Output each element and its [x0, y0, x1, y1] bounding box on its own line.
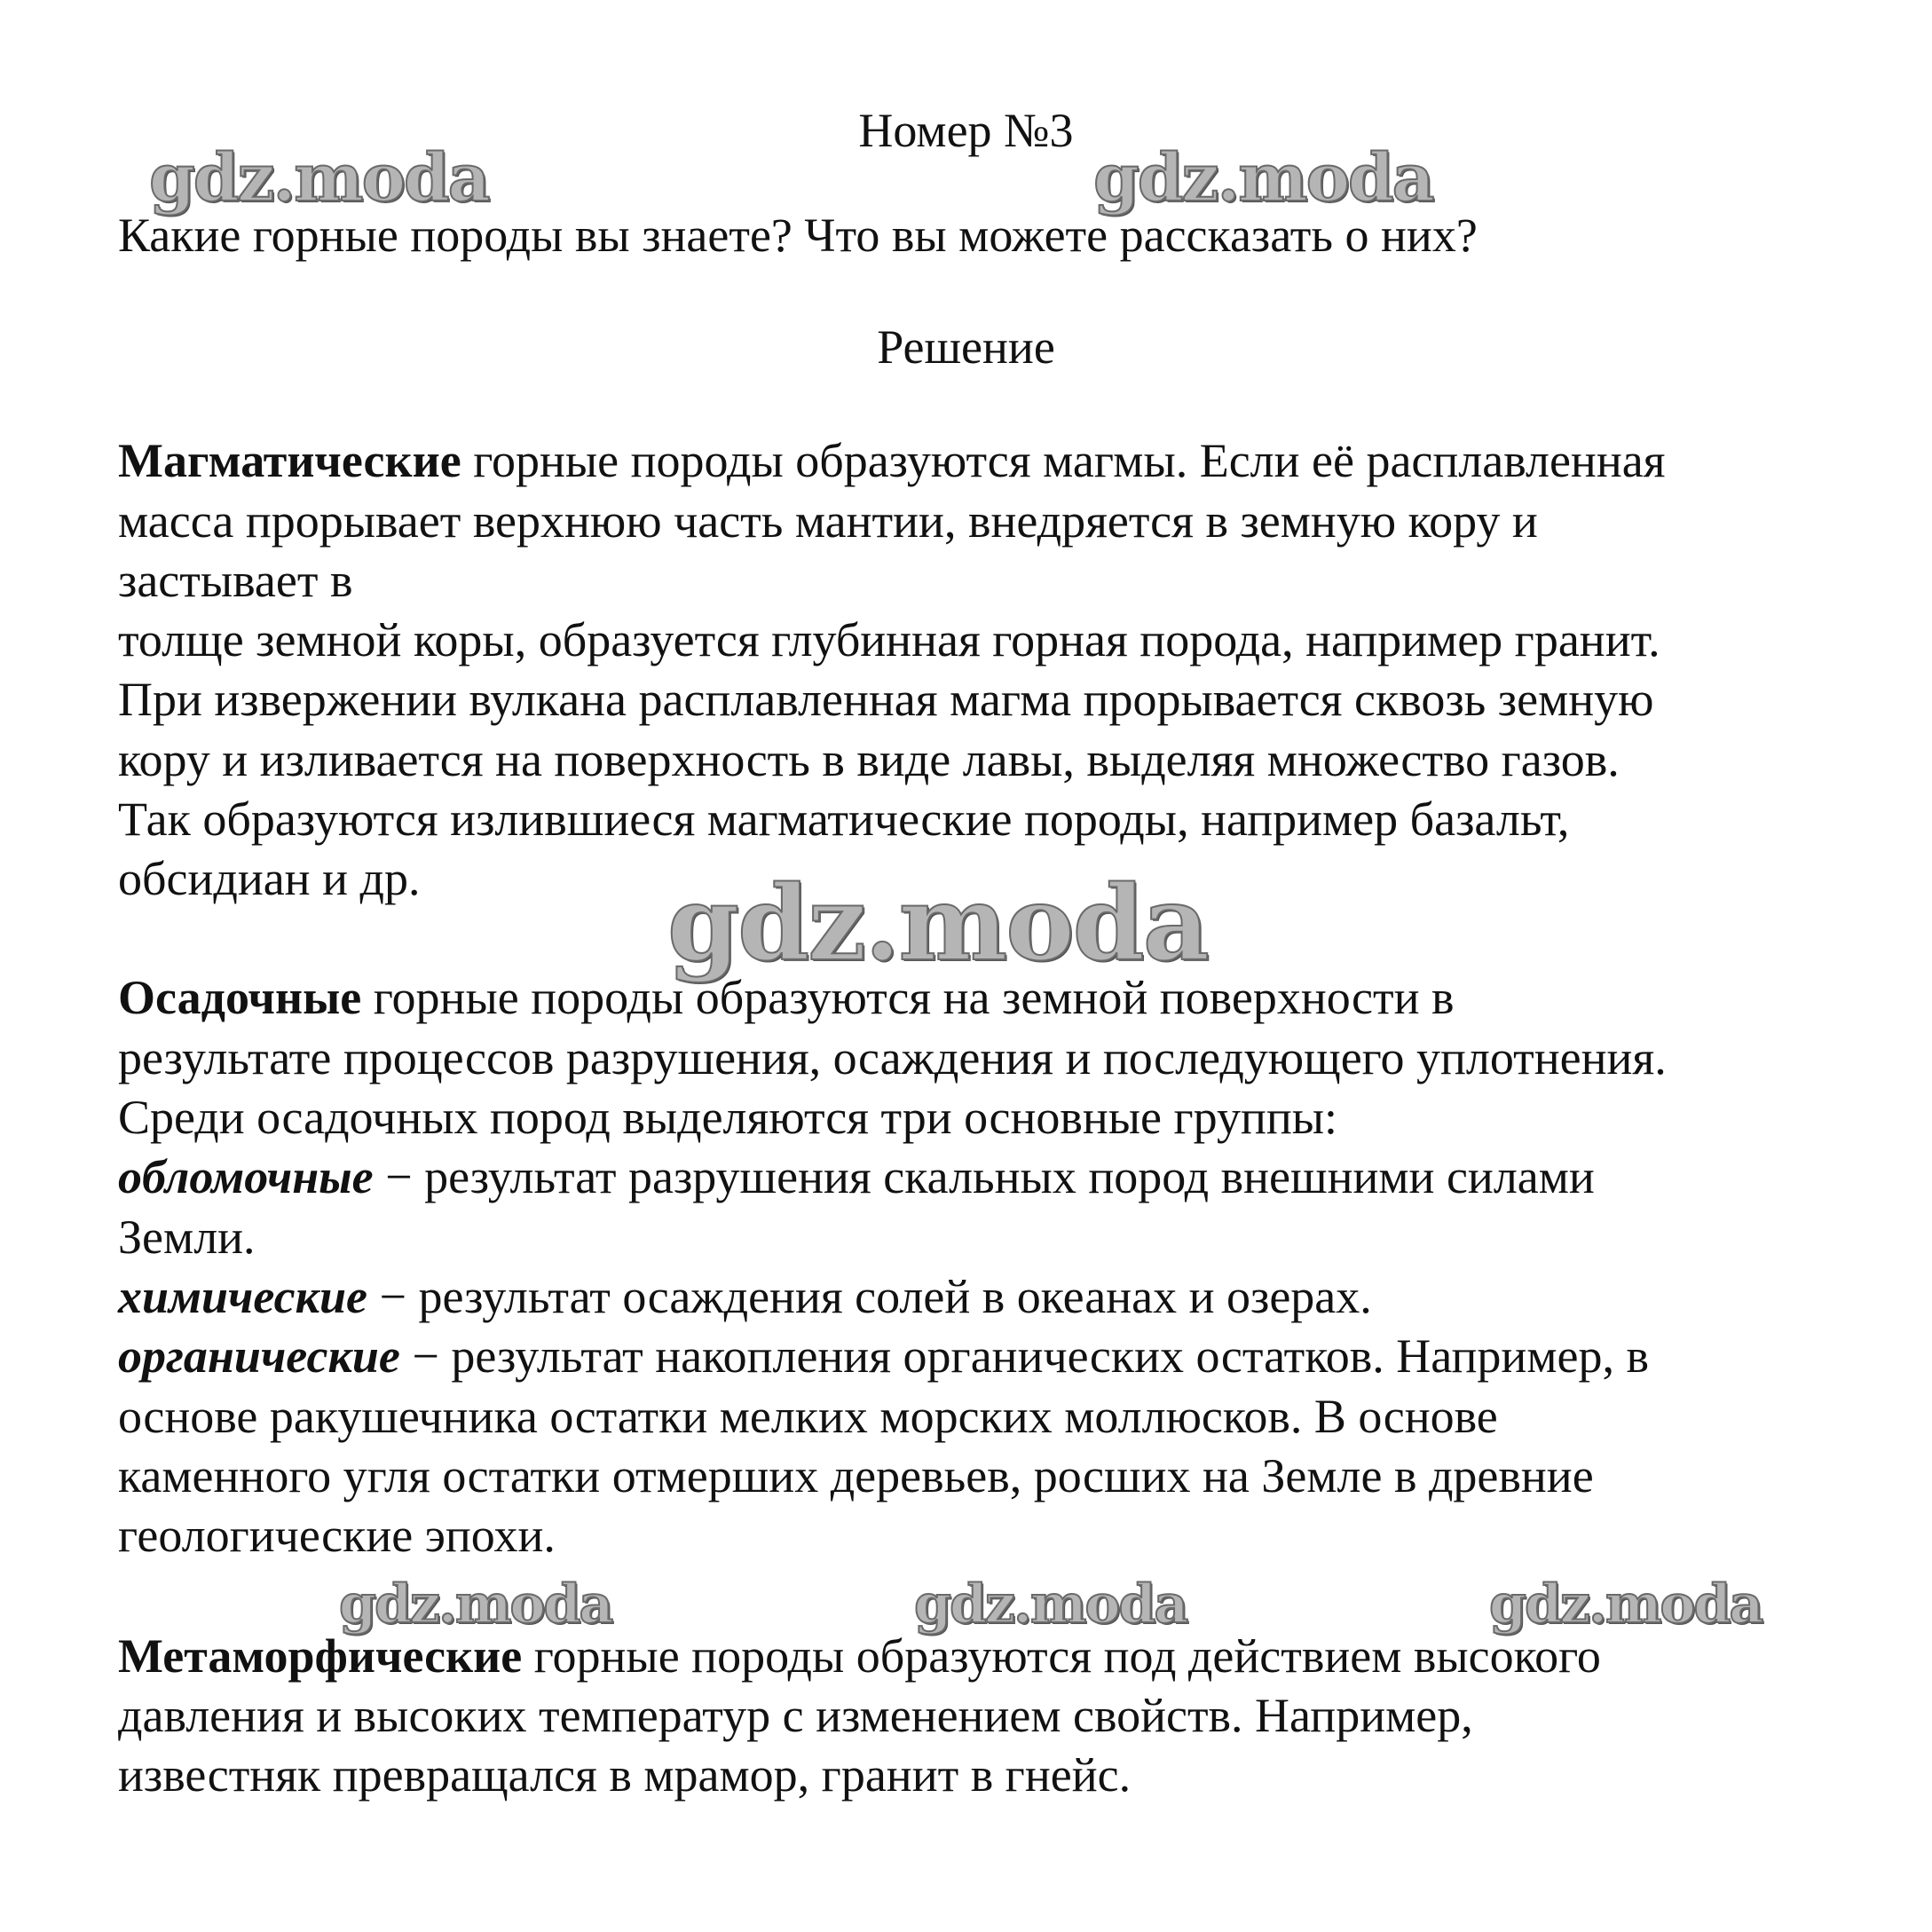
clastic-line	[118, 1150, 1595, 1203]
watermark-top-right: gdz.moda	[1093, 140, 1433, 217]
magmatic-text-1: горные породы образуются магмы. Если её расплавленная	[461, 434, 1666, 487]
chemical-text: − результат осаждения солей в океанах и озерах.	[367, 1270, 1372, 1323]
clastic-term: обломочные	[118, 1150, 374, 1203]
magmatic-term: Магматические	[118, 434, 461, 487]
magmatic-line-8: обсидиан и др.	[118, 852, 421, 905]
metamorphic-line-2: давления и высоких температур с изменением свойств. Например,	[118, 1689, 1473, 1742]
organic-line	[118, 1329, 1649, 1383]
organic-line-2: основе ракушечника остатки мелких морских моллюсков. В основе	[118, 1390, 1498, 1443]
magmatic-line-4: толще земной коры, образуется глубинная горная порода, например гранит.	[118, 613, 1660, 666]
watermark-top-left: gdz.moda	[149, 140, 489, 217]
chemical-line	[118, 1270, 1372, 1323]
sedimentary-line-2: результате процессов разрушения, осаждения и последующего уплотнения.	[118, 1031, 1667, 1084]
solution-title: Решение	[877, 320, 1055, 374]
magmatic-line-5: При извержении вулкана расплавленная магма прорывается сквозь земную	[118, 673, 1654, 726]
watermark-bottom-right: gdz.moda	[1489, 1573, 1762, 1636]
organic-line-4: геологические эпохи.	[118, 1509, 556, 1562]
sedimentary-line-1	[118, 971, 1455, 1024]
magmatic-line-2: масса прорывает верхнюю часть мантии, внедряется в земную кору и	[118, 494, 1538, 548]
organic-text: − результат накопления органических остатков. Например, в	[399, 1329, 1649, 1383]
sedimentary-term: Осадочные	[118, 971, 362, 1024]
clastic-line-2: Земли.	[118, 1210, 256, 1264]
magmatic-line-7: Так образуются излившиеся магматические породы, например базальт,	[118, 793, 1570, 846]
clastic-text: − результат разрушения скальных пород внешними силами	[373, 1150, 1595, 1203]
magmatic-line-3: застывает в	[118, 554, 353, 607]
task-number: Номер №3	[858, 104, 1074, 157]
chemical-term: химические	[118, 1270, 367, 1323]
metamorphic-line-3: известняк превращался в мрамор, гранит в гнейс.	[118, 1748, 1132, 1802]
magmatic-line-1	[118, 434, 1666, 487]
organic-term: органические	[118, 1329, 400, 1383]
watermark-bottom-center: gdz.moda	[914, 1573, 1187, 1636]
metamorphic-line-1	[118, 1629, 1601, 1683]
metamorphic-text-1: горные породы образуются под действием высокого	[522, 1629, 1601, 1683]
question-text: Какие горные породы вы знаете? Что вы можете рассказать о них?	[118, 209, 1478, 262]
sedimentary-text-1: горные породы образуются на земной поверхности в	[361, 971, 1455, 1024]
watermark-center: gdz.moda	[667, 863, 1208, 984]
metamorphic-term: Метаморфические	[118, 1629, 523, 1683]
sedimentary-line-3: Среди осадочных пород выделяются три основные группы:	[118, 1091, 1338, 1144]
watermark-bottom-left: gdz.moda	[339, 1573, 612, 1636]
organic-line-3: каменного угля остатки отмерших деревьев, росших на Земле в древние	[118, 1449, 1594, 1502]
magmatic-line-6: кору и изливается на поверхность в виде лавы, выделяя множество газов.	[118, 733, 1620, 786]
